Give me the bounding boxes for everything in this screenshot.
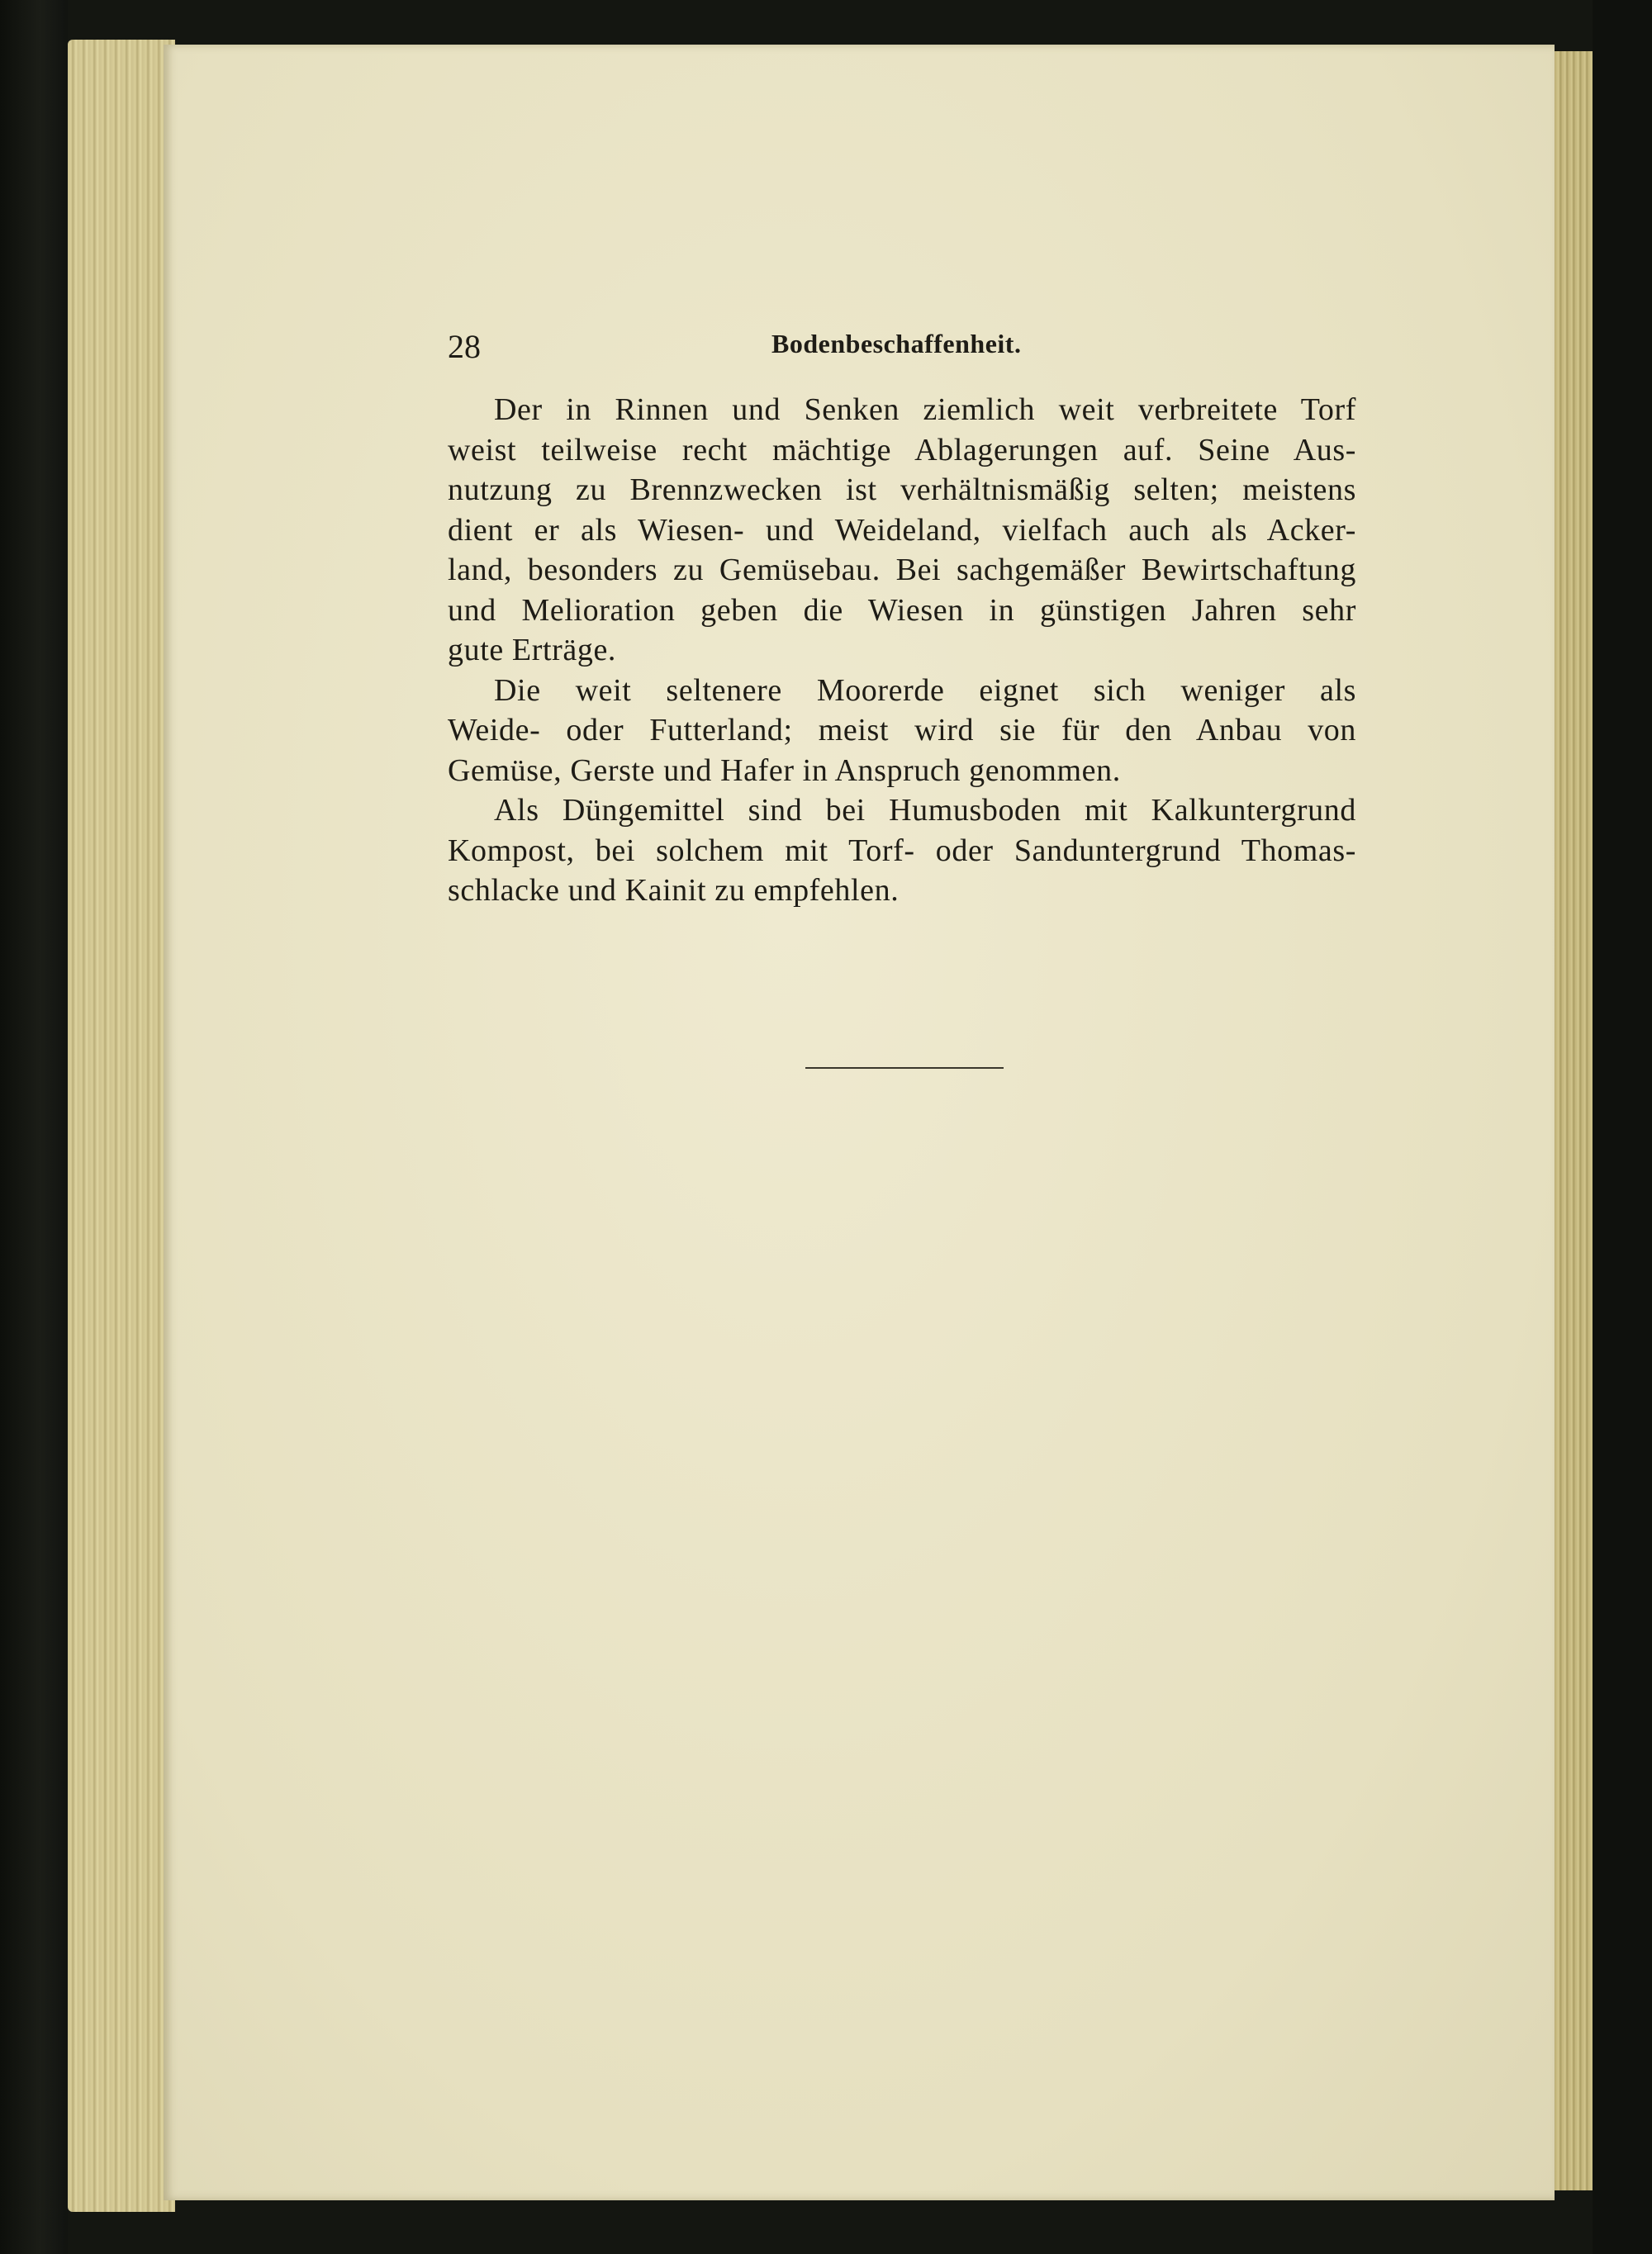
section-end-rule bbox=[805, 1067, 1004, 1069]
text-line: Die weit seltenere Moorerde eignet sich weniger als bbox=[494, 672, 1356, 708]
page-number: 28 bbox=[448, 328, 481, 365]
text-line: Kompost, bei solchem mit Torf- oder Sanduntergrund Thomas- bbox=[448, 833, 1356, 868]
text-line: schlacke und Kainit zu empfehlen. bbox=[448, 873, 900, 908]
paragraph bbox=[448, 390, 1356, 671]
text-line: nutzung zu Brennzwecken ist verhältnismäßig selten; meistens bbox=[448, 472, 1356, 507]
text-line: dient er als Wiesen- und Weideland, vielfach auch als Acker- bbox=[448, 512, 1356, 548]
text-line: Der in Rinnen und Senken ziemlich weit verbreitete Torf bbox=[494, 392, 1356, 427]
text-line: Als Düngemittel sind bei Humusboden mit Kalkuntergrund bbox=[494, 793, 1356, 828]
text-line: weist teilweise recht mächtige Ablagerungen auf. Seine Aus- bbox=[448, 432, 1356, 467]
text-line: und Melioration geben die Wiesen in günstigen Jahren sehr bbox=[448, 592, 1356, 628]
book-cover-left bbox=[0, 0, 68, 2254]
text-line: gute Erträge. bbox=[448, 633, 617, 667]
text-line: Weide- oder Futterland; meist wird sie für den Anbau von bbox=[448, 713, 1356, 747]
running-head: Bodenbeschaffenheit. bbox=[771, 329, 1022, 358]
page-header bbox=[448, 324, 1356, 373]
book-cover-right bbox=[1593, 0, 1652, 2254]
paragraph bbox=[448, 671, 1356, 791]
body-text bbox=[448, 390, 1356, 911]
text-line: land, besonders zu Gemüsebau. Bei sachgemäßer Bewirtschaftung bbox=[448, 553, 1356, 587]
text-line: Gemüse, Gerste und Hafer in Anspruch genommen. bbox=[448, 752, 1121, 788]
paragraph bbox=[448, 790, 1356, 911]
page-edges-left bbox=[68, 40, 175, 2212]
